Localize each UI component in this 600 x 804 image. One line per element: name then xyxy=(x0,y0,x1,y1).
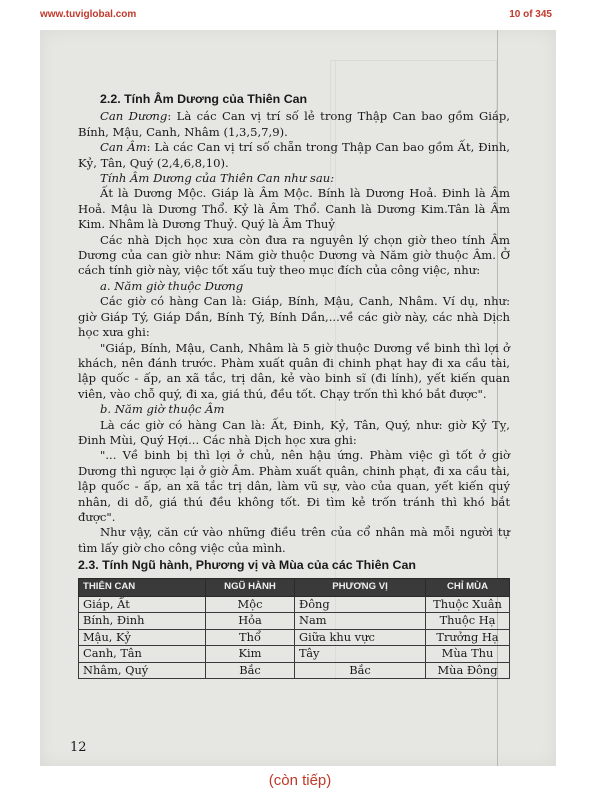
paragraph-list: Ất là Dương Mộc. Giáp là Âm Mộc. Bính là Dương Hoả. Đinh là Âm Hoả. Mậu là Dương Thổ. Kỷ là Âm Thổ. Canh là Dương Kim.Tân là Âm Kim. Nhâm là Dương Thuỷ. Quý là Âm Thuỷ xyxy=(78,186,510,232)
paragraph-can-duong xyxy=(78,109,510,140)
thien-can-table xyxy=(78,578,510,680)
quote-duong: "Giáp, Bính, Mậu, Canh, Nhâm là 5 giờ thuộc Dương về binh thì lợi ở khách, nên đánh trước. Phàm xuất quân đi chinh phạt hay đi xa cầu tài, lập quốc - ấp, an xã tắc, trị dân, kẻ vào binh sĩ (đi lính), yết kiến quan viên, vào chỗ quý, đi xa, giá thú, đều tốt. Chạy trốn thì khó bắt được". xyxy=(78,340,510,401)
table-row xyxy=(79,662,510,679)
paragraph-principle: Các nhà Dịch học xưa còn đưa ra nguyên lý chọn giờ theo tính Âm Dương của can giờ như: Năm giờ thuộc Dương và Năm giờ thuộc Âm. Ở cách tính giờ này, việc tốt xấu tuỳ theo mục đích của công việc, như: xyxy=(78,232,510,278)
table-cell: Mậu, Kỷ xyxy=(79,629,206,646)
column-header: NGŨ HÀNH xyxy=(206,578,295,596)
table-cell: Mùa Đông xyxy=(426,662,510,679)
table-cell: Thuộc Hạ xyxy=(426,613,510,630)
table-cell: Thuộc Xuân xyxy=(426,596,510,613)
quote-am: "... Về binh bị thì lợi ở chủ, nên hậu ứng. Phàm việc gì tốt ở giờ Dương thì ngược lại ở giờ Âm. Phàm xuất quân, chinh phạt, đi xa cầu tài, lập quốc - ấp, an xã tắc trị dân, làm vũ sự, vào của quan, yết kiến quý nhân, di dỗ, giá thú đều không tốt. Đi tìm kẻ trốn tránh thì khó bắt được". xyxy=(78,448,510,524)
top-bar xyxy=(0,0,600,28)
book-content xyxy=(78,92,510,679)
table-cell: Mộc xyxy=(206,596,295,613)
term-can-am: Can Âm xyxy=(100,140,147,155)
table-cell: Nhâm, Quý xyxy=(79,662,206,679)
table-cell: Trưởng Hạ xyxy=(426,629,510,646)
table-cell: Đông xyxy=(295,596,426,613)
table-header-row xyxy=(79,578,510,596)
subheading-a: a. Năm giờ thuộc Dương xyxy=(100,278,244,293)
table-row xyxy=(79,646,510,663)
text-can-duong: : Là các Can vị trí số lẻ trong Thập Can bao gồm Giáp, Bính, Mậu, Canh, Nhâm (1,3,5,7,9). xyxy=(78,109,510,139)
table-row xyxy=(79,613,510,630)
table-cell: Thổ xyxy=(206,629,295,646)
site-url[interactable]: www.tuviglobal.com xyxy=(40,9,137,20)
paragraph-intro: Tính Âm Dương của Thiên Can như sau: xyxy=(100,171,335,186)
subheading-b: b. Năm giờ thuộc Âm xyxy=(100,402,225,417)
section-heading-2-3: 2.3. Tính Ngũ hành, Phương vị và Mùa của các Thiên Can xyxy=(78,558,416,573)
table-cell: Bắc xyxy=(206,662,295,679)
column-header: THIÊN CAN xyxy=(79,578,206,596)
table-cell: Giáp, Ất xyxy=(79,596,206,613)
table-cell: Nam xyxy=(295,613,426,630)
table-cell: Hỏa xyxy=(206,613,295,630)
paragraph-am-hours: Là các giờ có hàng Can là: Ất, Đinh, Kỷ, Tân, Quý, như: giờ Kỷ Tỵ, Đinh Mùi, Quý Hợi... Các nhà Dịch học xưa ghi: xyxy=(78,417,510,447)
page-indicator: 10 of 345 xyxy=(509,9,552,20)
table-cell: Bắc xyxy=(295,662,426,679)
table-cell: Kim xyxy=(206,646,295,663)
table-row xyxy=(79,596,510,613)
section-heading-2-2: 2.2. Tính Âm Dương của Thiên Can xyxy=(100,92,308,106)
term-can-duong: Can Dương xyxy=(100,109,168,124)
paragraph-conclusion: Như vậy, căn cứ vào những điều trên của cổ nhân mà mỗi người tự tìm lấy giờ cho công việc của mình. xyxy=(78,525,510,555)
book-page-number: 12 xyxy=(70,740,87,755)
table-cell: Bính, Đinh xyxy=(79,613,206,630)
continued-label: (còn tiếp) xyxy=(268,772,332,789)
text-can-am: : Là các Can vị trí số chẵn trong Thập Can bao gồm Ất, Đinh, Kỷ, Tân, Quý (2,4,6,8,10). xyxy=(78,140,510,170)
column-header: PHƯƠNG VỊ xyxy=(295,578,426,596)
paragraph-duong-hours: Các giờ có hàng Can là: Giáp, Bính, Mậu, Canh, Nhâm. Ví dụ, như: giờ Giáp Tý, Giáp Dần, Bính Tý, Bính Dần,...về các giờ này, các nhà Dịch học xưa ghi: xyxy=(78,294,510,340)
paragraph-can-am xyxy=(78,140,510,171)
table-row xyxy=(79,629,510,646)
table-cell: Mùa Thu xyxy=(426,646,510,663)
table-cell: Giữa khu vực xyxy=(295,629,426,646)
table-cell: Tây xyxy=(295,646,426,663)
table-cell: Canh, Tân xyxy=(79,646,206,663)
column-header: CHỈ MÙA xyxy=(426,578,510,596)
